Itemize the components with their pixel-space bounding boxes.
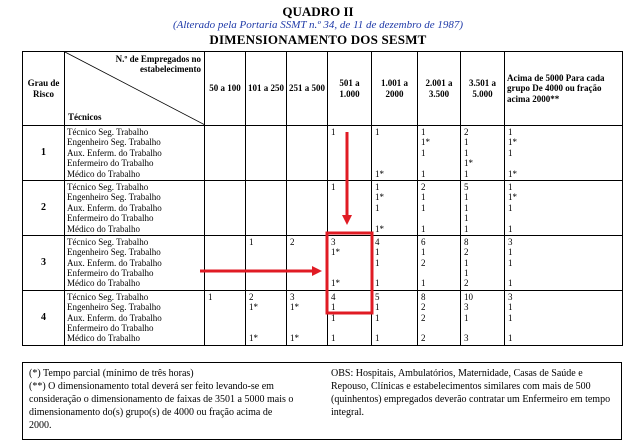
value (289, 313, 325, 323)
value: 1 (464, 192, 469, 203)
value (207, 127, 243, 137)
value (207, 137, 243, 147)
value (330, 203, 369, 213)
document-heading: DIMENSIONAMENTO DOS SESMT (209, 32, 427, 47)
value (507, 323, 620, 333)
value: 8 (464, 236, 469, 247)
technician-name: Aux. Enferm. do Trabalho (67, 202, 162, 213)
column-header: 501 a 1.000 (328, 52, 372, 126)
value (248, 148, 284, 158)
value (289, 323, 325, 333)
column-header: 3.501 a 5.000 (461, 52, 505, 126)
value: 2 (464, 278, 469, 289)
value (248, 278, 284, 288)
technician-name: Aux. Enferm. do Trabalho (67, 147, 162, 158)
value-cell (287, 126, 328, 181)
value (207, 237, 243, 247)
value (330, 323, 369, 333)
technician-name: Médico do Trabalho (67, 223, 140, 234)
value: 1 (464, 137, 469, 148)
value: 1 (331, 312, 336, 323)
note-total-dimensioning: (**) O dimensionamento total deverá ser feito levando-se em consideração o dimensionamento de faixas de 3501 a 5000 mais o dimensionamento do(s) grupo(s) de 4000 ou fração acima de 2000. (29, 381, 294, 431)
value: 1 (464, 223, 469, 234)
value (207, 203, 243, 213)
value: 3 (331, 236, 336, 247)
value (420, 323, 458, 333)
value: 8 (421, 291, 426, 302)
risk-level: 1 (23, 126, 65, 181)
value: 3 (508, 236, 513, 247)
value-cell (328, 235, 372, 290)
value (374, 213, 415, 223)
value: 2 (421, 312, 426, 323)
footnotes-box (22, 362, 622, 440)
value: 2 (464, 127, 469, 137)
value (289, 192, 325, 202)
value: 1 (208, 291, 213, 302)
value: 3 (464, 302, 469, 313)
value: 1 (421, 278, 426, 289)
value-cell (461, 290, 505, 345)
value: 2 (421, 181, 426, 192)
obs-note: OBS: Hospitais, Ambulatórios, Maternidade, Casas de Saúde e Repouso, Clínicas e estabelecimentos similares com mais de 500 (quinhentos) empregados deverão contratar um Enfermeiro em tempo integral. (331, 368, 611, 418)
value-cell (287, 180, 328, 235)
value: 1* (375, 192, 384, 203)
value: 1 (464, 312, 469, 323)
value: 1 (508, 278, 513, 289)
value (207, 169, 243, 179)
value: 1 (464, 168, 469, 179)
value-cell (205, 180, 246, 235)
value (248, 258, 284, 268)
value (289, 148, 325, 158)
value-cell (205, 290, 246, 345)
value-cell (418, 126, 461, 181)
value: 5 (464, 181, 469, 192)
corner-header (65, 52, 205, 126)
column-header: 251 a 500 (287, 52, 328, 126)
technician-name: Técnico Seg. Trabalho (67, 236, 149, 247)
value: 1 (421, 127, 426, 137)
value (207, 158, 243, 168)
value: 1 (375, 202, 380, 213)
value: 1* (290, 333, 299, 344)
risk-header: Grau de Risco (23, 52, 65, 126)
value-cell (418, 235, 461, 290)
value-cell (505, 126, 623, 181)
value: 2 (421, 333, 426, 344)
value: 1* (508, 168, 517, 179)
value: 1* (331, 278, 340, 289)
value: 1 (421, 202, 426, 213)
value: 1* (508, 137, 517, 148)
value: 1* (508, 192, 517, 203)
value: 1 (421, 247, 426, 258)
value-cell (328, 126, 372, 181)
value: 1 (375, 312, 380, 323)
risk-group-row (23, 290, 623, 345)
header-row (23, 52, 623, 126)
value (289, 278, 325, 288)
value-cell (246, 180, 287, 235)
value (207, 182, 243, 192)
value: 1 (421, 168, 426, 179)
value: 4 (331, 291, 336, 302)
value (507, 268, 620, 278)
risk-level: 3 (23, 235, 65, 290)
value (420, 158, 458, 168)
value-cell (205, 126, 246, 181)
value (207, 323, 243, 333)
technicians-cell (65, 235, 205, 290)
value-cell (287, 235, 328, 290)
value (374, 137, 415, 147)
value (207, 268, 243, 278)
value (248, 182, 284, 192)
value (330, 268, 369, 278)
technician-name: Engenheiro Seg. Trabalho (67, 247, 161, 258)
value: 1 (464, 202, 469, 213)
value: 1 (464, 213, 469, 224)
value-cell (461, 180, 505, 235)
value: 2 (249, 291, 254, 302)
value-cell (372, 235, 418, 290)
technician-name: Engenheiro Seg. Trabalho (67, 192, 161, 203)
value: 6 (421, 236, 426, 247)
document-subtitle: (Alterado pela Portaria SSMT n.º 34, de 11 de dezembro de 1987) (172, 19, 464, 31)
value: 1 (508, 302, 513, 313)
value: 1 (375, 257, 380, 268)
value-cell (246, 235, 287, 290)
risk-group-row (23, 235, 623, 290)
value (248, 268, 284, 278)
technician-name: Enfermeiro do Trabalho (67, 158, 154, 169)
value (289, 169, 325, 179)
column-header: 50 a 100 (205, 52, 246, 126)
value (330, 192, 369, 202)
value: 1 (331, 333, 336, 344)
technician-name: Médico do Trabalho (67, 333, 140, 344)
value (374, 158, 415, 168)
value (330, 158, 369, 168)
value: 1* (375, 223, 384, 234)
value: 1 (375, 181, 380, 192)
technician-name: Engenheiro Seg. Trabalho (67, 137, 161, 148)
value: 1 (249, 236, 254, 247)
value (507, 213, 620, 223)
value: 1 (508, 247, 513, 258)
value-cell (246, 126, 287, 181)
value (330, 213, 369, 223)
risk-group-row (23, 180, 623, 235)
value: 1 (508, 181, 513, 192)
value: 10 (464, 291, 473, 302)
value (248, 213, 284, 223)
value-cell (328, 180, 372, 235)
technicians-cell (65, 180, 205, 235)
risk-level: 4 (23, 290, 65, 345)
value: 3 (464, 333, 469, 344)
value (248, 127, 284, 137)
risk-level: 2 (23, 180, 65, 235)
technician-name: Técnico Seg. Trabalho (67, 127, 149, 137)
employees-label: N.º de Empregados no estabelecimento (115, 54, 201, 75)
value (289, 137, 325, 147)
value (248, 313, 284, 323)
value (207, 224, 243, 234)
value: 1 (508, 333, 513, 344)
technician-name: Técnico Seg. Trabalho (67, 181, 149, 192)
value (289, 268, 325, 278)
value (463, 323, 502, 333)
value: 4 (375, 236, 380, 247)
value: 1 (464, 257, 469, 268)
value (207, 148, 243, 158)
value: 5 (375, 291, 380, 302)
note-partial-time: (*) Tempo parcial (mínimo de três horas) (29, 368, 194, 379)
value: 1 (421, 147, 426, 158)
footnotes-left (29, 367, 297, 432)
value: 2 (421, 302, 426, 313)
value (207, 313, 243, 323)
technician-name: Aux. Enferm. do Trabalho (67, 312, 162, 323)
value: 3 (290, 291, 295, 302)
value: 1* (249, 302, 258, 313)
technician-name: Médico do Trabalho (67, 168, 140, 179)
value (289, 247, 325, 257)
value: 1 (464, 147, 469, 158)
technicians-cell (65, 126, 205, 181)
value: 1 (375, 333, 380, 344)
value-cell (418, 290, 461, 345)
risk-group-row (23, 126, 623, 181)
value (507, 158, 620, 168)
value: 1 (421, 223, 426, 234)
technician-name: Enfermeiro do Trabalho (67, 213, 154, 224)
value (248, 203, 284, 213)
value: 1* (331, 247, 340, 258)
value (207, 213, 243, 223)
column-header: 101 a 250 (246, 52, 287, 126)
value (207, 333, 243, 343)
value: 1* (421, 137, 430, 148)
value (207, 258, 243, 268)
value-cell (205, 235, 246, 290)
value (248, 323, 284, 333)
technician-name: Aux. Enferm. do Trabalho (67, 257, 162, 268)
value (289, 203, 325, 213)
value: 2 (290, 236, 295, 247)
value: 1* (290, 302, 299, 313)
value (330, 224, 369, 234)
value (289, 158, 325, 168)
value (289, 182, 325, 192)
technician-name: Médico do Trabalho (67, 278, 140, 289)
value: 1 (464, 268, 469, 279)
sesmt-table (22, 51, 623, 346)
value (248, 137, 284, 147)
column-header: 2.001 a 3.500 (418, 52, 461, 126)
value-cell (461, 235, 505, 290)
value: 1 (375, 278, 380, 289)
value (248, 158, 284, 168)
value: 1 (508, 127, 513, 137)
value-cell (287, 290, 328, 345)
value (248, 224, 284, 234)
value (330, 137, 369, 147)
value: 1 (375, 127, 380, 137)
technician-name: Enfermeiro do Trabalho (67, 323, 154, 334)
value (330, 148, 369, 158)
technician-name: Engenheiro Seg. Trabalho (67, 302, 161, 313)
value (420, 268, 458, 278)
value (330, 169, 369, 179)
technician-name: Técnico Seg. Trabalho (67, 291, 149, 302)
value: 1 (508, 202, 513, 213)
technicians-cell (65, 290, 205, 345)
value (374, 323, 415, 333)
value: 1* (375, 168, 384, 179)
value (207, 278, 243, 288)
value: 1 (331, 127, 336, 137)
value (248, 247, 284, 257)
value: 2 (464, 247, 469, 258)
value-cell (372, 290, 418, 345)
value: 1 (331, 181, 336, 192)
value (420, 213, 458, 223)
value: 1 (375, 247, 380, 258)
document-title: QUADRO II (282, 4, 354, 19)
value-cell (461, 126, 505, 181)
value: 1 (508, 147, 513, 158)
value (207, 192, 243, 202)
value: 1 (508, 257, 513, 268)
value (289, 213, 325, 223)
value: 1 (375, 302, 380, 313)
value (374, 148, 415, 158)
value (289, 127, 325, 137)
value-cell (418, 180, 461, 235)
technician-name: Enfermeiro do Trabalho (67, 268, 154, 279)
value: 1 (421, 192, 426, 203)
value (289, 224, 325, 234)
value (248, 169, 284, 179)
value: 1 (508, 223, 513, 234)
value-cell (505, 180, 623, 235)
value (207, 247, 243, 257)
value (374, 268, 415, 278)
value: 2 (421, 257, 426, 268)
value (289, 258, 325, 268)
value: 3 (508, 291, 513, 302)
value-cell (505, 235, 623, 290)
value: 1* (249, 333, 258, 344)
column-header: Acima de 5000 Para cada grupo De 4000 ou fração acima 2000** (505, 52, 623, 126)
value (330, 258, 369, 268)
value-cell (505, 290, 623, 345)
value (248, 192, 284, 202)
value-cell (372, 126, 418, 181)
value: 1 (331, 302, 336, 313)
value-cell (372, 180, 418, 235)
value-cell (328, 290, 372, 345)
value: 1 (508, 312, 513, 323)
value (207, 302, 243, 312)
column-header: 1.001 a 2000 (372, 52, 418, 126)
technicians-label: Técnicos (68, 111, 102, 122)
value: 1* (464, 158, 473, 169)
value-cell (246, 290, 287, 345)
